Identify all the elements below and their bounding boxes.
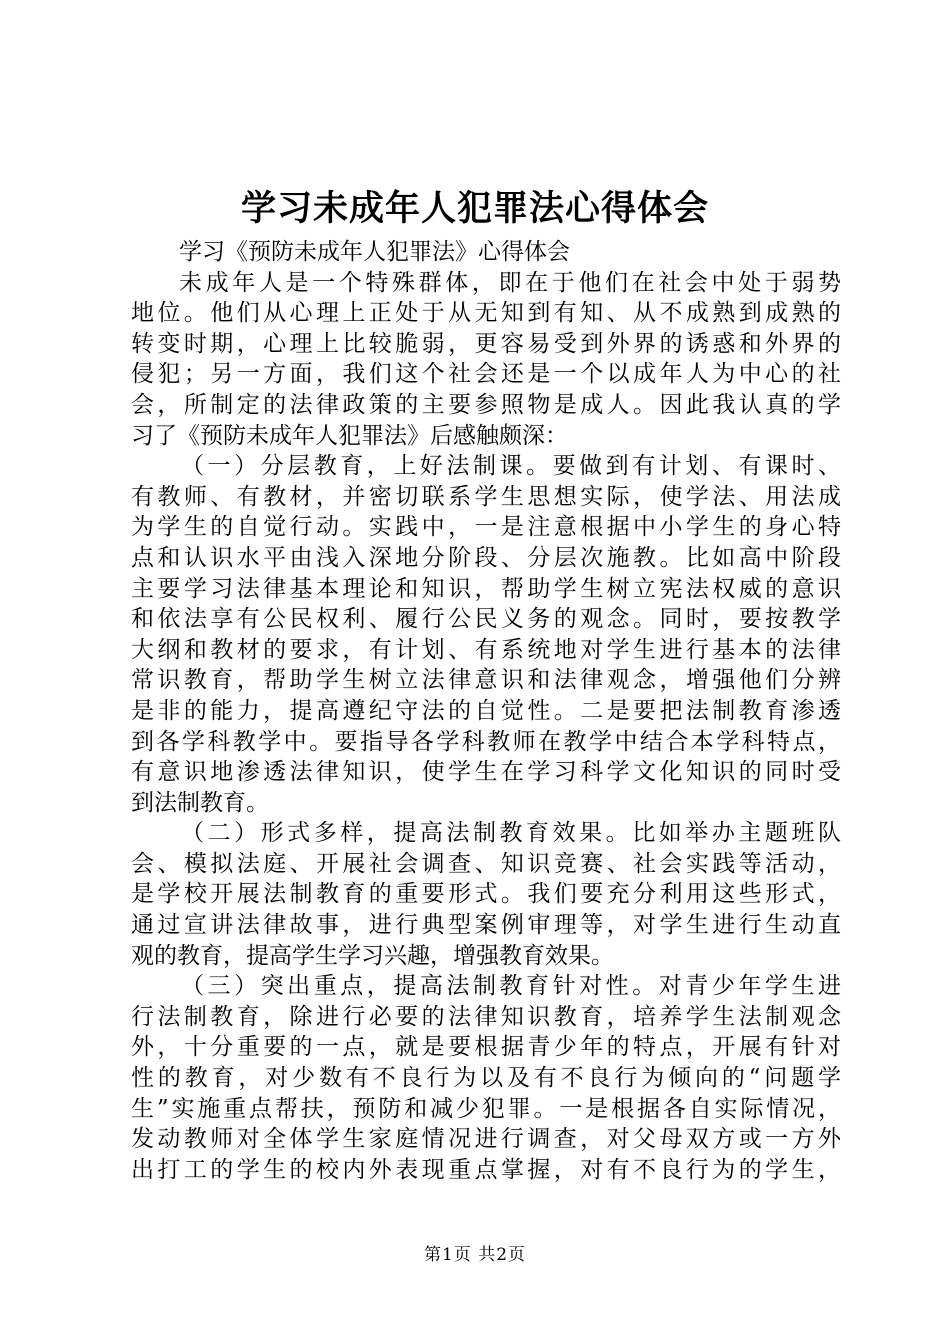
text-line: 未成年人是一个特殊群体，即在于他们在社会中处于弱势 — [179, 269, 841, 296]
text-line: 为学生的自觉行动。实践中，一是注意根据中小学生的身心特 — [131, 514, 841, 541]
text-line: 到法制教育。 — [131, 789, 269, 816]
text-line: 会、模拟法庭、开展社会调查、知识竞赛、社会实践等活动， — [131, 850, 841, 877]
text-line: 通过宣讲法律故事，进行典型案例审理等，对学生进行生动直 — [131, 912, 841, 939]
text-line: 有教师、有教材，并密切联系学生思想实际，使学法、用法成 — [131, 483, 841, 510]
text-line: 主要学习法律基本理论和知识，帮助学生树立宪法权威的意识 — [131, 575, 841, 602]
page-footer: 第1页 共2页 — [423, 1245, 527, 1265]
text-line: 到各学科教学中。要指导各学科教师在教学中结合本学科特点， — [131, 728, 841, 755]
text-line: 点和认识水平由浅入深地分阶段、分层次施教。比如高中阶段 — [131, 544, 841, 571]
document-title: 学习未成年人犯罪法心得体会 — [240, 188, 709, 229]
text-line: 生”实施重点帮扶，预防和减少犯罪。一是根据各自实际情况， — [131, 1095, 841, 1122]
text-line: 转变时期，心理上比较脆弱，更容易受到外界的诱惑和外界的 — [131, 330, 841, 357]
text-line: （三）突出重点，提高法制教育针对性。对青少年学生进 — [181, 973, 841, 1000]
text-line: 是学校开展法制教育的重要形式。我们要充分利用这些形式， — [131, 881, 841, 908]
text-line: 有意识地渗透法律知识，使学生在学习科学文化知识的同时受 — [131, 759, 841, 786]
text-line: 和依法享有公民权利、履行公民义务的观念。同时，要按教学 — [131, 606, 841, 633]
document-subtitle: 学习《预防未成年人犯罪法》心得体会 — [179, 239, 570, 265]
text-line: 行法制教育，除进行必要的法律知识教育，培养学生法制观念 — [131, 1003, 841, 1030]
document-body — [131, 237, 841, 1185]
text-line: 是非的能力，提高遵纪守法的自觉性。二是要把法制教育渗透 — [131, 697, 841, 724]
text-line: 发动教师对全体学生家庭情况进行调查，对父母双方或一方外 — [131, 1126, 841, 1153]
text-line: 性的教育，对少数有不良行为以及有不良行为倾向的“问题学 — [131, 1065, 841, 1092]
text-line: 出打工的学生的校内外表现重点掌握，对有不良行为的学生， — [131, 1156, 841, 1183]
text-line: 侵犯；另一方面，我们这个社会还是一个以成年人为中心的社 — [131, 361, 841, 388]
text-line: 常识教育，帮助学生树立法律意识和法律观念，增强他们分辨 — [131, 667, 841, 694]
text-line: 大纲和教材的要求，有计划、有系统地对学生进行基本的法律 — [131, 636, 841, 663]
text-line: （一）分层教育，上好法制课。要做到有计划、有课时、 — [181, 453, 841, 480]
text-line: 观的教育，提高学生学习兴趣，增强教育效果。 — [131, 942, 614, 969]
text-line: 外，十分重要的一点，就是要根据青少年的特点，开展有针对 — [131, 1034, 841, 1061]
text-line: 习了《预防未成年人犯罪法》后感触颇深： — [131, 422, 568, 449]
text-line: （二）形式多样，提高法制教育效果。比如举办主题班队 — [181, 820, 841, 847]
text-line: 会，所制定的法律政策的主要参照物是成人。因此我认真的学 — [131, 391, 841, 418]
text-line: 地位。他们从心理上正处于从无知到有知、从不成熟到成熟的 — [131, 300, 841, 327]
